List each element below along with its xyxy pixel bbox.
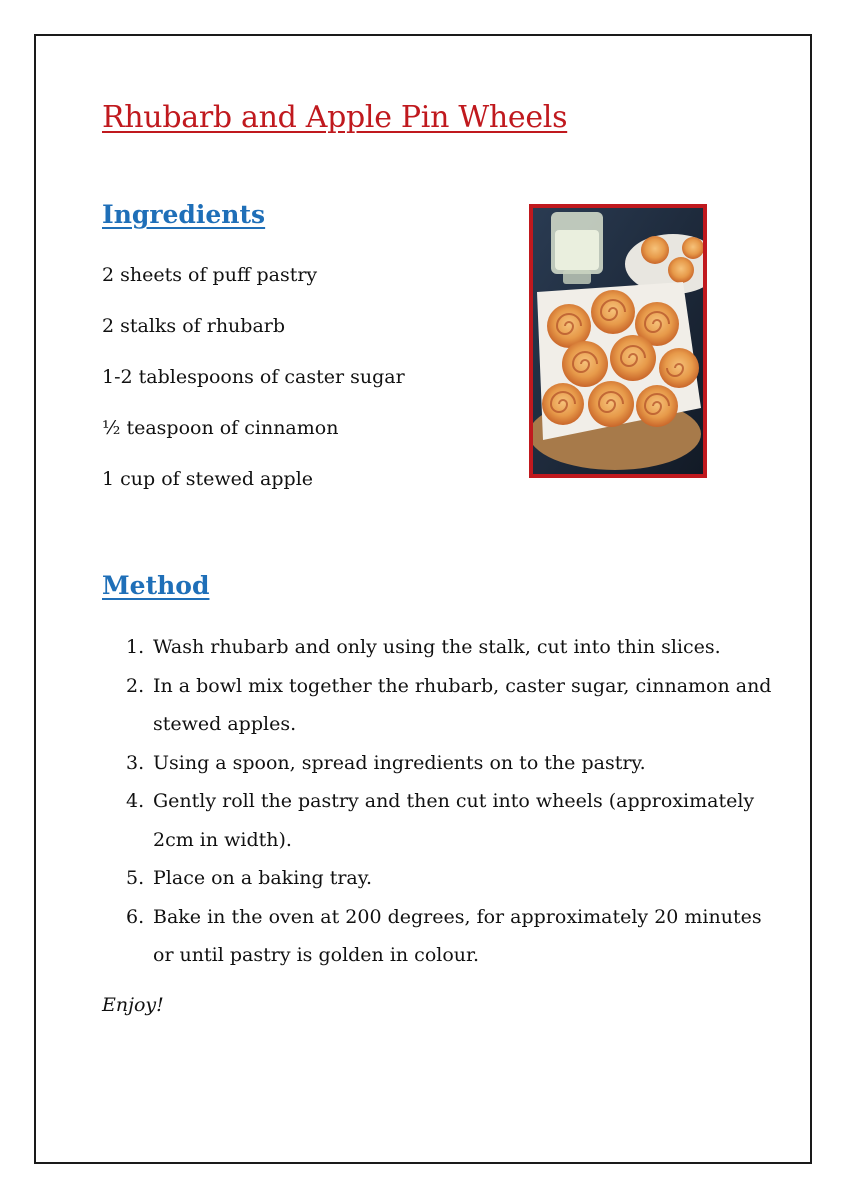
ingredients-list [102, 260, 405, 515]
method-step [102, 859, 782, 898]
ingredient-item: 2 stalks of rhubarb [102, 315, 286, 337]
step-text: Gently roll the pastry and then cut into wheels (approximately 2cm in width). [153, 790, 755, 851]
step-text: In a bowl mix together the rhubarb, caster sugar, cinnamon and stewed apples. [153, 674, 772, 735]
step-text: Wash rhubarb and only using the stalk, cut into thin slices. [153, 636, 721, 658]
step-text: Using a spoon, spread ingredients on to the pastry. [153, 751, 646, 774]
ingredients-heading: Ingredients [102, 200, 266, 229]
method-step [102, 782, 782, 859]
step-number: 6. [126, 905, 145, 928]
recipe-title: Rhubarb and Apple Pin Wheels [102, 100, 568, 135]
pinwheels-photo [529, 204, 707, 478]
ingredient-item: 2 sheets of puff pastry [102, 264, 318, 286]
ingredient-item: 1 cup of stewed apple [102, 468, 314, 490]
step-number: 1. [126, 636, 145, 658]
step-number: 3. [126, 751, 145, 774]
method-step [102, 628, 782, 667]
signoff-text: Enjoy! [102, 994, 164, 1016]
step-text: Place on a baking tray. [153, 867, 373, 889]
method-step [102, 667, 782, 744]
method-step [102, 898, 782, 975]
method-steps-list [102, 628, 782, 975]
ingredient-item: 1-2 tablespoons of caster sugar [102, 366, 405, 388]
method-heading: Method [102, 571, 210, 600]
ingredient-item: ½ teaspoon of cinnamon [102, 417, 339, 439]
step-text: Bake in the oven at 200 degrees, for approximately 20 minutes or until pastry is golden in colour. [153, 905, 762, 966]
step-number: 2. [126, 674, 145, 697]
method-step [102, 744, 782, 783]
step-number: 5. [126, 867, 145, 889]
step-number: 4. [126, 790, 145, 812]
